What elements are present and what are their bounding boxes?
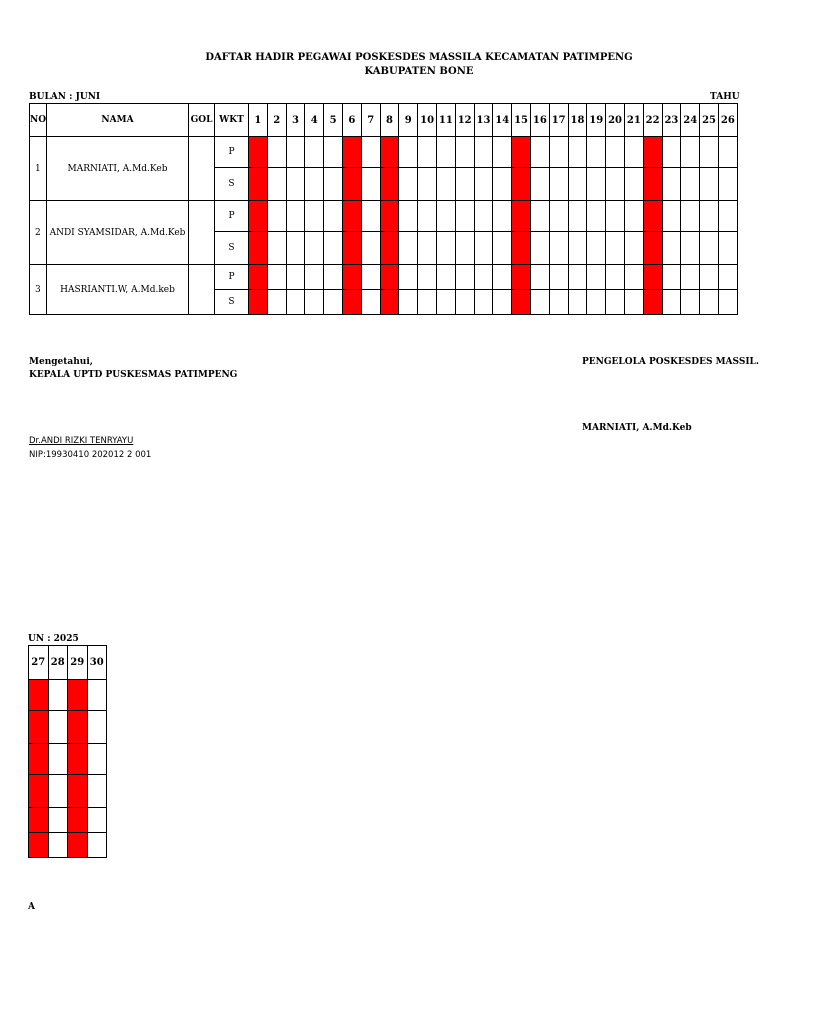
attendance-cell (87, 711, 107, 744)
holiday-cell (380, 137, 399, 168)
attendance-cell (587, 137, 606, 168)
attendance-cell (399, 201, 418, 232)
holiday-cell (68, 833, 88, 858)
attendance-cell (568, 201, 587, 232)
attendance-cell (681, 265, 700, 290)
holiday-cell (29, 833, 49, 858)
attendance-cell (267, 168, 286, 201)
attendance-cell (568, 290, 587, 315)
attendance-cell (718, 168, 737, 201)
holiday-cell (29, 808, 49, 833)
approver-title: KEPALA UPTD PUSKESMAS PATIMPENG (29, 370, 238, 380)
attendance-cell (549, 290, 568, 315)
attendance-cell (455, 290, 474, 315)
holiday-cell (512, 290, 531, 315)
holiday-cell (380, 201, 399, 232)
attendance-cell (493, 265, 512, 290)
attendance-cell (587, 232, 606, 265)
attendance-cell (493, 232, 512, 265)
attendance-cell (587, 201, 606, 232)
holiday-cell (643, 137, 662, 168)
attendance-cell (549, 201, 568, 232)
attendance-cell (587, 290, 606, 315)
shift-cell: S (215, 290, 249, 315)
day-header: 22 (643, 104, 662, 137)
holiday-cell (512, 265, 531, 290)
attendance-cell (324, 137, 343, 168)
attendance-cell (549, 232, 568, 265)
attendance-cell (624, 168, 643, 201)
document-subtitle: KABUPATEN BONE (364, 66, 474, 77)
attendance-cell (455, 168, 474, 201)
attendance-cell (267, 290, 286, 315)
attendance-cell (267, 201, 286, 232)
attendance-cell (700, 232, 719, 265)
document-title: DAFTAR HADIR PEGAWAI POSKESDES MASSILA KECAMATAN PATIMPENG (205, 52, 633, 63)
header-nama: NAMA (47, 104, 189, 137)
row-number: 1 (30, 137, 47, 201)
day-header: 17 (549, 104, 568, 137)
header-no: NO (30, 104, 47, 137)
footer-letter: A (28, 902, 35, 912)
day-header: 20 (606, 104, 625, 137)
employee-name: HASRIANTI.W, A.Md.keb (47, 265, 189, 315)
attendance-cell (568, 168, 587, 201)
holiday-cell (342, 232, 361, 265)
shift-cell: P (215, 201, 249, 232)
attendance-cell (361, 137, 380, 168)
attendance-cell (87, 775, 107, 808)
attendance-cell (662, 168, 681, 201)
holiday-cell (643, 265, 662, 290)
attendance-cell (549, 168, 568, 201)
holiday-cell (512, 201, 531, 232)
attendance-cell (436, 265, 455, 290)
attendance-cell (48, 775, 68, 808)
day-header: 19 (587, 104, 606, 137)
approval-label: Mengetahui, (29, 357, 93, 367)
employee-name: ANDI SYAMSIDAR, A.Md.Keb (47, 201, 189, 265)
attendance-cell (530, 168, 549, 201)
holiday-cell (249, 168, 268, 201)
day-header: 15 (512, 104, 531, 137)
attendance-cell (48, 711, 68, 744)
attendance-cell (305, 137, 324, 168)
holiday-cell (68, 744, 88, 775)
attendance-cell (474, 265, 493, 290)
table-row (29, 680, 107, 711)
attendance-cell (681, 232, 700, 265)
holiday-cell (249, 290, 268, 315)
attendance-cell (606, 168, 625, 201)
year-label-part2: UN : 2025 (28, 634, 79, 644)
holiday-cell (512, 232, 531, 265)
attendance-cell (549, 265, 568, 290)
attendance-cell (718, 232, 737, 265)
attendance-cell (606, 265, 625, 290)
continuation-table-viewport (28, 645, 109, 865)
day-header: 8 (380, 104, 399, 137)
day-header: 6 (342, 104, 361, 137)
attendance-cell (681, 168, 700, 201)
attendance-cell (493, 168, 512, 201)
day-header: 28 (48, 646, 68, 680)
attendance-cell (493, 137, 512, 168)
attendance-cell (286, 232, 305, 265)
day-header: 11 (436, 104, 455, 137)
attendance-cell (681, 290, 700, 315)
attendance-cell (568, 137, 587, 168)
attendance-cell (530, 201, 549, 232)
table-row (30, 265, 738, 290)
holiday-cell (249, 201, 268, 232)
day-header: 10 (418, 104, 437, 137)
attendance-cell (267, 265, 286, 290)
day-header: 12 (455, 104, 474, 137)
attendance-cell (530, 290, 549, 315)
header-wkt: WKT (215, 104, 249, 137)
manager-title: PENGELOLA POSKESDES MASSIL. (582, 357, 760, 367)
attendance-cell (324, 265, 343, 290)
shift-cell: P (215, 137, 249, 168)
month-label: BULAN : JUNI (29, 92, 101, 102)
attendance-cell (436, 201, 455, 232)
shift-cell: P (215, 265, 249, 290)
holiday-cell (512, 168, 531, 201)
attendance-cell (399, 265, 418, 290)
attendance-cell (606, 290, 625, 315)
holiday-cell (342, 168, 361, 201)
attendance-cell (718, 201, 737, 232)
holiday-cell (342, 137, 361, 168)
table-row (29, 711, 107, 744)
attendance-cell (436, 232, 455, 265)
attendance-cell (662, 232, 681, 265)
day-header: 4 (305, 104, 324, 137)
holiday-cell (380, 232, 399, 265)
attendance-cell (530, 232, 549, 265)
table-row (29, 808, 107, 833)
attendance-cell (624, 201, 643, 232)
attendance-cell (399, 232, 418, 265)
attendance-cell (700, 265, 719, 290)
attendance-cell (48, 744, 68, 775)
attendance-cell (455, 137, 474, 168)
holiday-cell (380, 290, 399, 315)
attendance-cell (87, 808, 107, 833)
attendance-cell (718, 265, 737, 290)
day-header: 2 (267, 104, 286, 137)
attendance-cell (48, 808, 68, 833)
attendance-cell (493, 290, 512, 315)
holiday-cell (29, 744, 49, 775)
attendance-cell (455, 201, 474, 232)
attendance-cell (700, 137, 719, 168)
continuation-table (28, 645, 107, 858)
continuation-header-row (29, 646, 107, 680)
day-header: 23 (662, 104, 681, 137)
table-row (30, 137, 738, 168)
attendance-cell (399, 137, 418, 168)
day-header: 3 (286, 104, 305, 137)
holiday-cell (380, 265, 399, 290)
day-header: 16 (530, 104, 549, 137)
row-number: 3 (30, 265, 47, 315)
attendance-cell (624, 290, 643, 315)
attendance-cell (305, 265, 324, 290)
day-header: 26 (718, 104, 737, 137)
holiday-cell (342, 290, 361, 315)
attendance-cell (474, 232, 493, 265)
attendance-cell (305, 290, 324, 315)
shift-cell: S (215, 232, 249, 265)
attendance-cell (418, 290, 437, 315)
attendance-cell (305, 232, 324, 265)
holiday-cell (68, 680, 88, 711)
attendance-cell (418, 232, 437, 265)
holiday-cell (342, 265, 361, 290)
continuation-body (29, 680, 107, 858)
attendance-cell (436, 137, 455, 168)
attendance-cell (324, 201, 343, 232)
holiday-cell (643, 168, 662, 201)
attendance-table (29, 103, 738, 315)
attendance-cell (87, 680, 107, 711)
day-header: 14 (493, 104, 512, 137)
attendance-cell (361, 201, 380, 232)
attendance-cell (681, 137, 700, 168)
attendance-cell (399, 290, 418, 315)
attendance-cell (418, 265, 437, 290)
attendance-cell (606, 201, 625, 232)
employee-grade (189, 137, 215, 201)
shift-cell: S (215, 168, 249, 201)
attendance-cell (718, 137, 737, 168)
table-row (29, 744, 107, 775)
attendance-cell (624, 232, 643, 265)
holiday-cell (249, 265, 268, 290)
holiday-cell (380, 168, 399, 201)
row-number: 2 (30, 201, 47, 265)
holiday-cell (29, 775, 49, 808)
day-header: 18 (568, 104, 587, 137)
attendance-cell (718, 290, 737, 315)
attendance-cell (700, 201, 719, 232)
attendance-cell (286, 265, 305, 290)
attendance-cell (700, 168, 719, 201)
attendance-cell (549, 137, 568, 168)
attendance-cell (474, 290, 493, 315)
attendance-cell (418, 137, 437, 168)
holiday-cell (342, 201, 361, 232)
attendance-cell (624, 137, 643, 168)
holiday-cell (68, 711, 88, 744)
attendance-cell (474, 137, 493, 168)
attendance-cell (436, 290, 455, 315)
attendance-cell (305, 201, 324, 232)
employee-grade (189, 265, 215, 315)
attendance-cell (305, 168, 324, 201)
day-header: 9 (399, 104, 418, 137)
attendance-cell (48, 833, 68, 858)
day-header: 25 (700, 104, 719, 137)
holiday-cell (643, 290, 662, 315)
attendance-cell (267, 137, 286, 168)
attendance-cell (399, 168, 418, 201)
attendance-cell (324, 290, 343, 315)
attendance-cell (286, 137, 305, 168)
attendance-cell (267, 232, 286, 265)
holiday-cell (512, 137, 531, 168)
holiday-cell (249, 137, 268, 168)
attendance-cell (624, 265, 643, 290)
holiday-cell (643, 232, 662, 265)
attendance-cell (587, 265, 606, 290)
attendance-cell (493, 201, 512, 232)
attendance-cell (662, 265, 681, 290)
approver-nip: NIP:19930410 202012 2 001 (29, 450, 152, 460)
attendance-cell (662, 290, 681, 315)
attendance-cell (436, 168, 455, 201)
holiday-cell (68, 775, 88, 808)
attendance-cell (286, 201, 305, 232)
attendance-cell (606, 232, 625, 265)
attendance-cell (474, 168, 493, 201)
attendance-cell (530, 137, 549, 168)
attendance-cell (361, 168, 380, 201)
attendance-cell (324, 232, 343, 265)
attendance-cell (681, 201, 700, 232)
day-header: 7 (361, 104, 380, 137)
day-header: 27 (29, 646, 49, 680)
day-header: 24 (681, 104, 700, 137)
day-header: 5 (324, 104, 343, 137)
attendance-cell (418, 201, 437, 232)
table-header-row (30, 104, 738, 137)
day-header: 13 (474, 104, 493, 137)
attendance-cell (87, 744, 107, 775)
approver-name: Dr.ANDI RIZKI TENRYAYU (29, 436, 134, 446)
holiday-cell (68, 808, 88, 833)
attendance-cell (418, 168, 437, 201)
attendance-cell (286, 290, 305, 315)
holiday-cell (29, 711, 49, 744)
attendance-cell (361, 232, 380, 265)
attendance-cell (455, 265, 474, 290)
attendance-cell (606, 137, 625, 168)
attendance-cell (568, 232, 587, 265)
attendance-cell (662, 137, 681, 168)
employee-grade (189, 201, 215, 265)
holiday-cell (249, 232, 268, 265)
attendance-cell (87, 833, 107, 858)
attendance-cell (324, 168, 343, 201)
table-row (29, 833, 107, 858)
attendance-cell (700, 290, 719, 315)
day-header: 1 (249, 104, 268, 137)
holiday-cell (29, 680, 49, 711)
manager-name: MARNIATI, A.Md.Keb (582, 423, 692, 433)
attendance-cell (474, 201, 493, 232)
day-header: 30 (87, 646, 107, 680)
attendance-cell (361, 265, 380, 290)
year-label-part1: TAHU (710, 92, 740, 102)
header-gol: GOL (189, 104, 215, 137)
holiday-cell (643, 201, 662, 232)
attendance-cell (662, 201, 681, 232)
attendance-cell (361, 290, 380, 315)
attendance-cell (568, 265, 587, 290)
day-header: 29 (68, 646, 88, 680)
attendance-table-viewport (0, 0, 735, 330)
table-body (30, 137, 738, 315)
attendance-cell (48, 680, 68, 711)
table-row (29, 775, 107, 808)
employee-name: MARNIATI, A.Md.Keb (47, 137, 189, 201)
day-header: 21 (624, 104, 643, 137)
attendance-cell (530, 265, 549, 290)
attendance-cell (587, 168, 606, 201)
table-row (30, 201, 738, 232)
attendance-cell (286, 168, 305, 201)
attendance-cell (455, 232, 474, 265)
